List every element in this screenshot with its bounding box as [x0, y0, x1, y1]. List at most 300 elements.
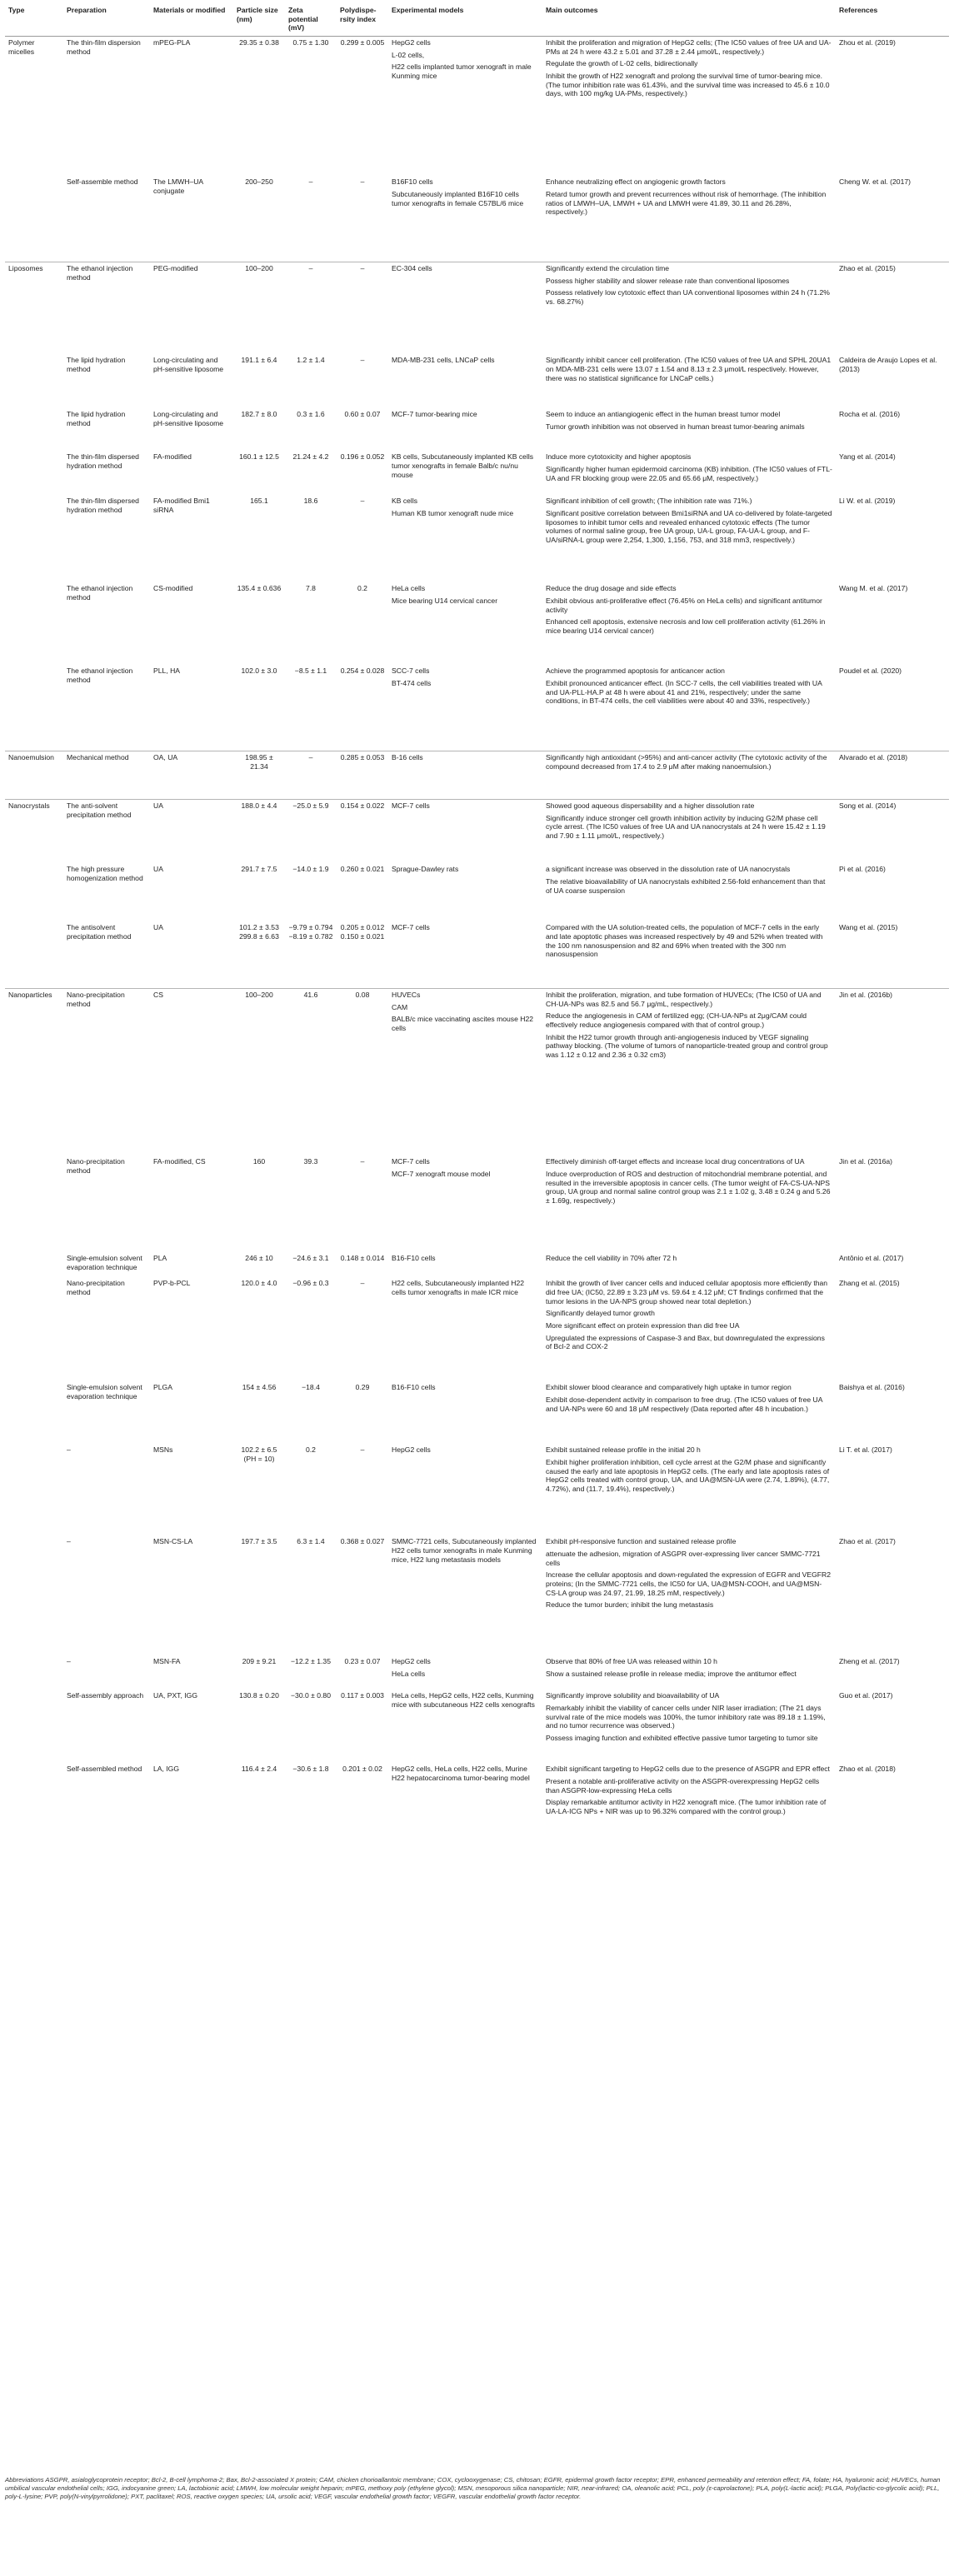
- cell-particle-size: 200–250: [245, 177, 273, 187]
- cell-zeta-potential: −30.6 ± 1.8: [292, 1765, 329, 1774]
- cell-reference: Song et al. (2014): [836, 799, 949, 863]
- cell-particle-size: 116.4 ± 2.4: [241, 1765, 277, 1774]
- cell-materials: FA-modified Bmi1 siRNA: [153, 497, 210, 515]
- header-materials: Materials or modified: [150, 3, 233, 36]
- cell-pdi: –: [360, 356, 365, 365]
- cell-pdi: 0.285 ± 0.053: [337, 751, 388, 799]
- cell-preparation: The thin-film dispersed hydration method: [67, 497, 139, 515]
- cell-materials: UA: [153, 923, 163, 932]
- cell-main-outcomes: [542, 1252, 836, 1277]
- table-row: [5, 665, 949, 751]
- cell-pdi: –: [360, 1279, 365, 1288]
- outcome-entry: Possess relatively low cytotoxic effect than UA conventional liposomes within 24 h (71.2% vs. 68.27%): [546, 288, 830, 306]
- cell-materials: FA-modified: [153, 452, 192, 462]
- outcome-entry: Significantly improve solubility and bioavailability of UA: [546, 1691, 720, 1700]
- outcome-entry: Achieve the programmed apoptosis for anticancer action: [546, 666, 725, 676]
- cell-particle-size: 29.35 ± 0.38: [239, 37, 279, 47]
- model-entry: KB cells: [392, 497, 418, 506]
- table-row: [5, 408, 949, 451]
- model-entry: MDA-MB-231 cells, LNCaP cells: [392, 356, 495, 365]
- cell-experimental-models: [388, 176, 542, 262]
- cell-main-outcomes: [542, 354, 836, 408]
- cell-materials: mPEG-PLA: [153, 37, 191, 47]
- cell-particle-size: 291.7 ± 7.5: [241, 865, 277, 874]
- cell-zeta-potential: −0.96 ± 0.3: [292, 1279, 329, 1288]
- cell-materials: OA, UA: [150, 751, 233, 799]
- cell-pdi: –: [360, 497, 365, 506]
- header-references: References: [836, 3, 949, 36]
- cell-experimental-models: [388, 988, 542, 1156]
- cell-experimental-models: [388, 863, 542, 921]
- table-row: [5, 988, 949, 1156]
- cell-experimental-models: [388, 582, 542, 665]
- outcome-entry: Exhibit slower blood clearance and comparatively high uptake in tumor region: [546, 1383, 792, 1392]
- cell-particle-size: 101.2 ± 3.53 299.8 ± 6.63: [239, 923, 279, 941]
- model-entry: B16-F10 cells: [392, 1383, 436, 1392]
- outcome-entry: Inhibit the growth of H22 xenograft and prolong the survival time of tumor-bearing mice. (The tumor inhibition rate was 61.43%, and the survival time was increased to 45.6 ± 10.0 days, with 100 mg/kg UA-PMs, respectively.): [546, 71, 830, 98]
- cell-particle-size: 188.0 ± 4.4: [233, 799, 285, 863]
- outcome-entry: Enhanced cell apoptosis, extensive necrosis and low cell proliferation activity (61.26% in mice bearing U14 cervical cancer): [546, 617, 826, 636]
- cell-zeta-potential: −9.79 ± 0.794 −8.19 ± 0.782: [288, 923, 333, 941]
- cell-main-outcomes: [542, 751, 836, 799]
- outcome-entry: Retard tumor growth and prevent recurrences without risk of hemorrhage. (The inhibition ratios of LMWH–UA, LMWH + UA and LMWH were 41.89, 30.11 and 26.28%, respectively.): [546, 190, 827, 217]
- cell-pdi: 0.148 ± 0.014: [340, 1254, 385, 1263]
- cell-reference: Wang M. et al. (2017): [839, 584, 908, 593]
- cell-preparation: The ethanol injection method: [67, 584, 133, 602]
- outcome-entry: Significantly induce stronger cell growth inhibition activity by inducing G2/M phase cell cycle arrest. (The IC50 values of free UA and UA nanocrystals at 24 h were 15.42 ± 1.19 and 7.90 ± 1.11 μmol/L, respectively.): [546, 813, 826, 840]
- model-entry: Subcutaneously implanted B16F10 cells tumor xenografts in female C57BL/6 mice: [392, 190, 524, 207]
- model-entry: HeLa cells, HepG2 cells, H22 cells, Kunming mice with subcutaneous H22 cells xenografts: [392, 1691, 535, 1710]
- cell-main-outcomes: [542, 1444, 836, 1535]
- model-entry: HUVECs: [392, 990, 421, 999]
- cell-pdi: 0.08: [337, 988, 388, 1156]
- outcome-entry: Exhibit sustained release profile in the initial 20 h: [546, 1445, 701, 1455]
- cell-type: [5, 1535, 63, 1655]
- cell-particle-size: 246 ± 10: [245, 1254, 273, 1263]
- cell-particle-size: 102.0 ± 3.0: [241, 666, 277, 676]
- outcome-entry: a significant increase was observed in the dissolution rate of UA nanocrystals: [546, 865, 791, 874]
- cell-reference: Zhao et al. (2018): [839, 1765, 896, 1774]
- cell-materials: MSN-FA: [153, 1657, 181, 1666]
- outcome-entry: Inhibit the H22 tumor growth through anti-angiogenesis induced by VEGF signaling pathway blocking. (The volume of tumors of nanoparticle-treated group and control group was 1.12 ± 0.12 and 2.36 ± 0.32 cm3): [546, 1032, 828, 1059]
- cell-reference: Yang et al. (2014): [839, 452, 896, 462]
- cell-preparation: The high pressure homogenization method: [67, 865, 143, 883]
- cell-type: Polymer micelles: [8, 37, 35, 56]
- cell-reference: Caldeira de Araujo Lopes et al. (2013): [839, 356, 937, 374]
- table-row: [5, 863, 949, 921]
- model-entry: SCC-7 cells: [392, 666, 430, 676]
- cell-materials: The LMWH–UA conjugate: [153, 177, 203, 196]
- cell-main-outcomes: [542, 1156, 836, 1252]
- model-entry: H22 cells implanted tumor xenograft in male Kunming mice: [392, 62, 532, 80]
- cell-materials: PEG-modified: [150, 262, 233, 354]
- model-entry: B16F10 cells: [392, 177, 433, 187]
- cell-main-outcomes: [542, 262, 836, 354]
- cell-experimental-models: [388, 1277, 542, 1381]
- outcome-entry: Induce overproduction of ROS and destruction of mitochondrial membrane potential, and resulted in the irreversible apoptosis in cancer cells. (The tumor weight of FA-CS-UA-NPS group, UA group and normal saline control group was 2.1 ± 1.02 g, 3.48 ± 0.24 g and 5.26 ± 1.69g, respectively.): [546, 1170, 831, 1206]
- cell-type: Liposomes: [5, 262, 63, 354]
- cell-preparation: Self-assembled method: [67, 1765, 142, 1774]
- cell-reference: Zhao et al. (2017): [839, 1537, 896, 1546]
- header-preparation: Preparation: [63, 3, 150, 36]
- table-row: [5, 921, 949, 988]
- cell-particle-size: 191.1 ± 6.4: [241, 356, 277, 365]
- outcome-entry: Show a sustained release profile in release media; improve the antitumor effect: [546, 1670, 797, 1679]
- cell-zeta-potential: 21.24 ± 4.2: [292, 452, 329, 462]
- cell-type: [5, 1763, 63, 1866]
- cell-particle-size: 100–200: [233, 988, 285, 1156]
- cell-reference: Jin et al. (2016b): [836, 988, 949, 1156]
- cell-reference: Alvarado et al. (2018): [836, 751, 949, 799]
- cell-experimental-models: [388, 1156, 542, 1252]
- cell-materials: MSN-CS-LA: [153, 1537, 193, 1546]
- cell-main-outcomes: [542, 799, 836, 863]
- outcome-entry: Inhibit the proliferation and migration of HepG2 cells; (The IC50 values of free UA and UA-PMs at 24 h were 43.2 ± 5.01 and 37.28 ± 2.44 μmol/L, respectively.): [546, 37, 832, 56]
- cell-type: [5, 1252, 63, 1277]
- cell-type: [5, 1655, 63, 1690]
- cell-reference: Poudel et al. (2020): [839, 666, 902, 676]
- outcome-entry: Possess higher stability and slower release rate than conventional liposomes: [546, 276, 790, 285]
- model-entry: HepG2 cells, HeLa cells, H22 cells, Murine H22 hepatocarcinoma tumor-bearing model: [392, 1765, 530, 1783]
- table-row: [5, 1763, 949, 1866]
- cell-experimental-models: [388, 451, 542, 495]
- cell-preparation: The thin-film dispersed hydration method: [67, 452, 139, 471]
- cell-pdi: –: [360, 1157, 365, 1166]
- cell-preparation: The antisolvent precipitation method: [67, 923, 132, 941]
- model-entry: SMMC-7721 cells, Subcutaneously implanted H22 cells tumor xenografts in male Kunming mice, H22 lung metastasis models: [392, 1537, 537, 1564]
- cell-materials: UA: [153, 865, 163, 874]
- outcome-entry: Seem to induce an antiangiogenic effect in the human breast tumor model: [546, 410, 781, 419]
- cell-type: [5, 1444, 63, 1535]
- outcome-entry: attenuate the adhesion, migration of ASGPR over-expressing liver cancer SMMC-7721 cells: [546, 1550, 821, 1567]
- cell-preparation: The ethanol injection method: [67, 666, 133, 685]
- model-entry: Human KB tumor xenograft nude mice: [392, 509, 514, 518]
- cell-pdi: 0.196 ± 0.052: [340, 452, 385, 462]
- cell-preparation: –: [67, 1657, 71, 1666]
- cell-experimental-models: [388, 354, 542, 408]
- outcome-entry: Enhance neutralizing effect on angiogenic growth factors: [546, 177, 726, 187]
- cell-type: [5, 921, 63, 988]
- cell-particle-size: 197.7 ± 3.5: [241, 1537, 277, 1546]
- cell-materials: UA: [150, 799, 233, 863]
- cell-pdi: 0.205 ± 0.012 0.150 ± 0.021: [340, 923, 385, 941]
- cell-zeta-potential: −8.5 ± 1.1: [294, 666, 327, 676]
- cell-pdi: 0.2: [357, 584, 367, 593]
- cell-preparation: Nano-precipitation method: [63, 988, 150, 1156]
- cell-particle-size: 135.4 ± 0.636: [237, 584, 282, 593]
- table-row: [5, 1381, 949, 1444]
- cell-main-outcomes: [542, 582, 836, 665]
- cell-type: Nanocrystals: [5, 799, 63, 863]
- cell-preparation: The anti-solvent precipitation method: [63, 799, 150, 863]
- cell-preparation: The thin-film dispersion method: [67, 37, 141, 56]
- cell-pdi: 0.201 ± 0.02: [342, 1765, 382, 1774]
- table-body: [5, 36, 949, 1866]
- cell-pdi: 0.29: [355, 1383, 370, 1392]
- cell-type: [5, 495, 63, 582]
- outcome-entry: Significant positive correlation between Bmi1siRNA and UA co-delivered by folate-targeted liposomes to inhibit tumor cells and revealed enhanced cytotoxic effects (The tumor volumes of normal saline group, free UA group, UA-L group, FA-UA-L group, and F-UA/siRNA-L group were 2,254, 1,300, 1,156, 753, and 318 mm3, respectively.): [546, 509, 832, 545]
- cell-main-outcomes: [542, 988, 836, 1156]
- cell-type: [5, 451, 63, 495]
- cell-zeta-potential: –: [285, 751, 337, 799]
- cell-zeta-potential: 0.2: [306, 1445, 316, 1455]
- cell-experimental-models: [388, 495, 542, 582]
- cell-main-outcomes: [542, 1277, 836, 1381]
- cell-pdi: 0.254 ± 0.028: [340, 666, 385, 676]
- header-type: Type: [5, 3, 63, 36]
- cell-main-outcomes: [542, 36, 836, 176]
- cell-particle-size: 160.1 ± 12.5: [239, 452, 279, 462]
- cell-main-outcomes: [542, 495, 836, 582]
- header-experimental-models: Experimental models: [388, 3, 542, 36]
- cell-preparation: Single-emulsion solvent evaporation technique: [67, 1383, 142, 1401]
- table-row: [5, 354, 949, 408]
- cell-reference: Antônio et al. (2017): [839, 1254, 904, 1263]
- cell-experimental-models: [388, 1690, 542, 1763]
- cell-particle-size: 100–200: [233, 262, 285, 354]
- cell-main-outcomes: [542, 1690, 836, 1763]
- table-row: [5, 1535, 949, 1655]
- data-table: [5, 3, 949, 1866]
- model-entry: BT-474 cells: [392, 679, 432, 688]
- cell-main-outcomes: [542, 863, 836, 921]
- cell-type: [5, 1156, 63, 1252]
- cell-materials: LA, IGG: [153, 1765, 180, 1774]
- cell-type: [5, 1277, 63, 1381]
- outcome-entry: Showed good aqueous dispersability and a higher dissolution rate: [546, 801, 755, 810]
- cell-experimental-models: [388, 36, 542, 176]
- cell-main-outcomes: [542, 1535, 836, 1655]
- model-entry: MCF-7 xenograft mouse model: [392, 1170, 491, 1179]
- outcome-entry: Reduce the cell viability in 70% after 72 h: [546, 1254, 677, 1263]
- cell-zeta-potential: 18.6: [303, 497, 318, 506]
- table-row: [5, 582, 949, 665]
- table-row: [5, 36, 949, 176]
- cell-reference: Li W. et al. (2019): [839, 497, 896, 506]
- model-entry: MCF-7 cells: [392, 801, 430, 810]
- cell-materials: Long-circulating and pH-sensitive liposome: [153, 410, 224, 428]
- model-entry: B-16 cells: [392, 752, 423, 761]
- outcome-entry: Exhibit obvious anti-proliferative effect (76.45% on HeLa cells) and significant antitumor activity: [546, 597, 822, 614]
- model-entry: HepG2 cells: [392, 1657, 431, 1666]
- cell-preparation: Single-emulsion solvent evaporation technique: [67, 1254, 142, 1272]
- cell-main-outcomes: [542, 451, 836, 495]
- header-pdi: Polydispe-rsity index: [337, 3, 388, 36]
- cell-preparation: Nano-precipitation method: [67, 1279, 125, 1297]
- cell-reference: Zheng et al. (2017): [839, 1657, 900, 1666]
- table-row: [5, 751, 949, 799]
- table-row: [5, 1444, 949, 1535]
- outcome-entry: More significant effect on protein expression than did free UA: [546, 1321, 740, 1330]
- outcome-entry: Reduce the angiogenesis in CAM of fertilized egg; (CH-UA-NPs at 2μg/CAM could effectively reduce angiogenesis compared with that of control group.): [546, 1011, 807, 1029]
- cell-reference: Cheng W. et al. (2017): [839, 177, 911, 187]
- cell-zeta-potential: −18.4: [302, 1383, 320, 1392]
- cell-particle-size: 198.95 ± 21.34: [233, 751, 285, 799]
- cell-reference: Li T. et al. (2017): [839, 1445, 892, 1455]
- model-entry: HeLa cells: [392, 584, 426, 593]
- outcome-entry: Display remarkable antitumor activity in H22 xenograft mice. (The tumor inhibition rate of UA-LA-ICG NPs + NIR was up to 96.32% compared with the control group.): [546, 1798, 827, 1816]
- cell-preparation: The lipid hydration method: [67, 410, 126, 428]
- cell-reference: Jin et al. (2016a): [839, 1157, 893, 1166]
- cell-materials: UA, PXT, IGG: [153, 1691, 198, 1700]
- cell-preparation: Nano-precipitation method: [67, 1157, 125, 1176]
- table-row: [5, 495, 949, 582]
- cell-pdi: 0.260 ± 0.021: [340, 865, 385, 874]
- model-entry: BALB/c mice vaccinating ascites mouse H22 cells: [392, 1015, 534, 1032]
- outcome-entry: Increase the cellular apoptosis and down-regulated the expression of EGFR and VEGFR2 proteins; (In the SMMC-7721 cells, the IC50 for UA, UA@MSN-COOH, and UA@MSN-CS-LA group was 24.97, 21.99, 18.25 mM, respectively.): [546, 1570, 832, 1597]
- cell-experimental-models: [388, 1252, 542, 1277]
- cell-materials: CS-modified: [153, 584, 193, 593]
- cell-zeta-potential: 0.3 ± 1.6: [297, 410, 325, 419]
- table-row: [5, 1252, 949, 1277]
- outcome-entry: Exhibit dose-dependent activity in comparison to free drug. (The IC50 values of free UA and UA-NPs were 60 and 18 μM respectively (Data reported after 48 h incubation.): [546, 1395, 822, 1413]
- model-entry: L-02 cells,: [392, 50, 425, 59]
- outcome-entry: Significant inhibition of cell growth; (The inhibition rate was 71%.): [546, 497, 752, 506]
- cell-zeta-potential: −24.6 ± 3.1: [292, 1254, 329, 1263]
- cell-pdi: 0.368 ± 0.027: [340, 1537, 385, 1546]
- table-row: [5, 1690, 949, 1763]
- cell-reference: Pi et al. (2016): [839, 865, 886, 874]
- table-row: [5, 1655, 949, 1690]
- cell-zeta-potential: 0.75 ± 1.30: [292, 37, 329, 47]
- cell-pdi: 0.299 ± 0.005: [340, 37, 385, 47]
- cell-experimental-models: [388, 1655, 542, 1690]
- cell-experimental-models: [388, 1444, 542, 1535]
- model-entry: HepG2 cells: [392, 37, 431, 47]
- outcome-entry: Upregulated the expressions of Caspase-3 and Bax, but downregulated the expressions of Bcl-2 and COX-2: [546, 1333, 825, 1351]
- table-row: [5, 176, 949, 262]
- cell-pdi: 0.117 ± 0.003: [341, 1691, 384, 1700]
- cell-particle-size: 130.8 ± 0.20: [239, 1691, 279, 1700]
- cell-main-outcomes: [542, 408, 836, 451]
- cell-particle-size: 182.7 ± 8.0: [241, 410, 277, 419]
- outcome-entry: Effectively diminish off-target effects and increase local drug concentrations of UA: [546, 1157, 805, 1166]
- table-row: [5, 799, 949, 863]
- cell-preparation: –: [67, 1537, 71, 1546]
- cell-pdi: 0.23 ± 0.07: [344, 1657, 381, 1666]
- model-entry: MCF-7 cells: [392, 923, 430, 932]
- cell-experimental-models: [388, 799, 542, 863]
- cell-materials: MSNs: [153, 1445, 173, 1455]
- cell-main-outcomes: [542, 176, 836, 262]
- table-row: [5, 1277, 949, 1381]
- cell-experimental-models: [388, 1535, 542, 1655]
- cell-main-outcomes: [542, 1763, 836, 1866]
- cell-preparation: Mechanical method: [63, 751, 150, 799]
- outcome-entry: Reduce the tumor burden; inhibit the lung metastasis: [546, 1600, 714, 1610]
- cell-particle-size: 160: [252, 1157, 266, 1166]
- cell-pdi: –: [360, 1445, 365, 1455]
- abbreviations-footnote: Abbreviations ASGPR, asialoglycoprotein receptor; Bcl-2, B-cell lymphoma-2; Bax, Bcl-2-associated X protein; CAM, chicken chorioallantoic membrane; COX, cyclooxygenase; CS, chitosan; EGFR, epidermal growth factor receptor; EPR, enhanced permeability and retention effect; FA, folate; HA, hyaluronic acid; HUVECs, human umbilical vascular endothelial cells; IGG, indocyanine green; LA, lactobionic acid; LMWH, low molecular weight heparin; mPEG, methoxy poly (ethylene glycol); MSN, mesoporous silica nanoparticle; NIR, near-infrared; OA, oleanolic acid; PCL, poly (ε-caprolactone); PLA, poly(L-lactic acid); PLGA, Poly(lactic-co-glycolic acid); PLL, poly-L-lysine; PVP, poly(N-vinylpyrrolidone); PXT, paclitaxel; ROS, reactive oxygen species; UA, ursolic acid; VEGF, vascular endothelial growth factor; VEGFR, vascular endothelial growth factor receptor.: [5, 2476, 941, 2500]
- cell-type: [5, 1381, 63, 1444]
- model-entry: MCF-7 tumor-bearing mice: [392, 410, 477, 419]
- cell-reference: Zhang et al. (2015): [839, 1279, 900, 1288]
- outcome-entry: Significantly inhibit cancer cell proliferation. (The IC50 values of free UA and SPHL 20UA1 on MDA-MB-231 cells were 13.07 ± 1.54 and 8.13 ± 2.3 μmol/L respectively. However, there was no statistical significance for LNCaP cells.): [546, 356, 832, 382]
- cell-zeta-potential: 7.8: [306, 584, 316, 593]
- table-row: [5, 451, 949, 495]
- outcome-entry: Significantly high antioxidant (>95%) and anti-cancer activity (The cytotoxic activity of the compound decreased from 17.4 to 2.9 μM after making nanoemulsion.): [546, 752, 827, 771]
- cell-preparation: Self-assembly approach: [67, 1691, 144, 1700]
- cell-materials: CS: [150, 988, 233, 1156]
- outcome-entry: Significantly higher human epidermoid carcinoma (KB) inhibition. (The IC50 values of FTL-UA and FR blocking group were 22.05 and 65.66 μM, respectively.): [546, 465, 832, 482]
- model-entry: KB cells, Subcutaneously implanted KB cells tumor xenografts in female Balb/c nu/nu mouse: [392, 452, 534, 479]
- cell-reference: Zhou et al. (2019): [839, 37, 896, 47]
- cell-type: Nanoemulsion: [5, 751, 63, 799]
- outcome-entry: Exhibit pronounced anticancer effect. (In SCC-7 cells, the cell viabilities treated with UA and UA-PLL-HA.P at 48 h were about 41 and 21%, respectively; under the same conditions, in BT-474 cells, the cell viabilities were about 40 and 33%, respectively.): [546, 679, 822, 706]
- cell-zeta-potential: −14.0 ± 1.9: [292, 865, 329, 874]
- cell-particle-size: 154 ± 4.56: [242, 1383, 277, 1392]
- cell-materials: PVP-b-PCL: [153, 1279, 191, 1288]
- cell-particle-size: 102.2 ± 6.5 (PH = 10): [241, 1445, 277, 1464]
- table-row: [5, 1156, 949, 1252]
- cell-materials: Long-circulating and pH-sensitive liposome: [153, 356, 224, 374]
- cell-experimental-models: [388, 262, 542, 354]
- cell-main-outcomes: [542, 665, 836, 751]
- model-entry: Sprague-Dawley rats: [392, 865, 459, 874]
- cell-preparation: Self-assemble method: [67, 177, 138, 187]
- cell-pdi: 0.154 ± 0.022: [337, 799, 388, 863]
- cell-zeta-potential: 6.3 ± 1.4: [297, 1537, 325, 1546]
- cell-materials: PLL, HA: [153, 666, 181, 676]
- cell-reference: Wang et al. (2015): [839, 923, 898, 932]
- cell-particle-size: 165.1: [250, 497, 268, 506]
- cell-type: [5, 665, 63, 751]
- cell-materials: PLGA: [153, 1383, 172, 1392]
- outcome-entry: Regulate the growth of L-02 cells, bidirectionally: [546, 59, 698, 68]
- cell-pdi: –: [360, 177, 365, 187]
- outcome-entry: Exhibit pH-responsive function and sustained release profile: [546, 1537, 737, 1546]
- cell-zeta-potential: −12.2 ± 1.35: [291, 1657, 331, 1666]
- outcome-entry: Present a notable anti-proliferative activity on the ASGPR-overexpressing HepG2 cells than ASGPR-low-expressing HeLa cells: [546, 1777, 820, 1795]
- cell-type: [5, 1690, 63, 1763]
- cell-preparation: –: [67, 1445, 71, 1455]
- model-entry: MCF-7 cells: [392, 1157, 430, 1166]
- cell-particle-size: 209 ± 9.21: [242, 1657, 277, 1666]
- cell-type: [5, 176, 63, 262]
- model-entry: EC-304 cells: [392, 263, 432, 272]
- cell-zeta-potential: −25.0 ± 5.9: [285, 799, 337, 863]
- cell-experimental-models: [388, 1763, 542, 1866]
- cell-type: [5, 354, 63, 408]
- model-entry: H22 cells, Subcutaneously implanted H22 cells tumor xenografts in male ICR mice: [392, 1279, 525, 1297]
- cell-pdi: –: [337, 262, 388, 354]
- cell-experimental-models: [388, 665, 542, 751]
- cell-reference: Guo et al. (2017): [839, 1691, 893, 1700]
- cell-type: Nanoparticles: [5, 988, 63, 1156]
- outcome-entry: Tumor growth inhibition was not observed in human breast tumor-bearing animals: [546, 422, 805, 432]
- header-zeta-potential: Zeta potential (mV): [285, 3, 337, 36]
- model-entry: CAM: [392, 1002, 408, 1011]
- cell-zeta-potential: 41.6: [285, 988, 337, 1156]
- cell-type: [5, 863, 63, 921]
- outcome-entry: Reduce the drug dosage and side effects: [546, 584, 677, 593]
- table-row: [5, 262, 949, 354]
- model-entry: Mice bearing U14 cervical cancer: [392, 597, 498, 606]
- outcome-entry: Induce more cytotoxicity and higher apoptosis: [546, 452, 692, 462]
- outcome-entry: Significantly extend the circulation time: [546, 263, 670, 272]
- header-main-outcomes: Main outcomes: [542, 3, 836, 36]
- cell-reference: Zhao et al. (2015): [836, 262, 949, 354]
- model-entry: HepG2 cells: [392, 1445, 431, 1455]
- header-row: [5, 3, 949, 36]
- cell-experimental-models: [388, 751, 542, 799]
- cell-materials: FA-modified, CS: [153, 1157, 206, 1166]
- model-entry: HeLa cells: [392, 1670, 426, 1679]
- outcome-entry: Possess imaging function and exhibited effective passive tumor targeting to tumor site: [546, 1734, 818, 1743]
- cell-main-outcomes: [542, 1381, 836, 1444]
- outcome-entry: Compared with the UA solution-treated cells, the population of MCF-7 cells in the early and late apoptotic phases was increased respectively by 49 and 52% when treated with the 100 nm nanosuspension and 82 and 69% when treated with the 300 nm nanosuspension: [546, 923, 823, 959]
- outcome-entry: Inhibit the growth of liver cancer cells and induced cellular apoptosis more efficiently than did free UA; (IC50, 22.89 ± 3.23 μM vs. 59.64 ± 4.12 μM; CT findings confirmed that the tumor lesions in the UA-NPS group showed near total depletion.): [546, 1279, 828, 1305]
